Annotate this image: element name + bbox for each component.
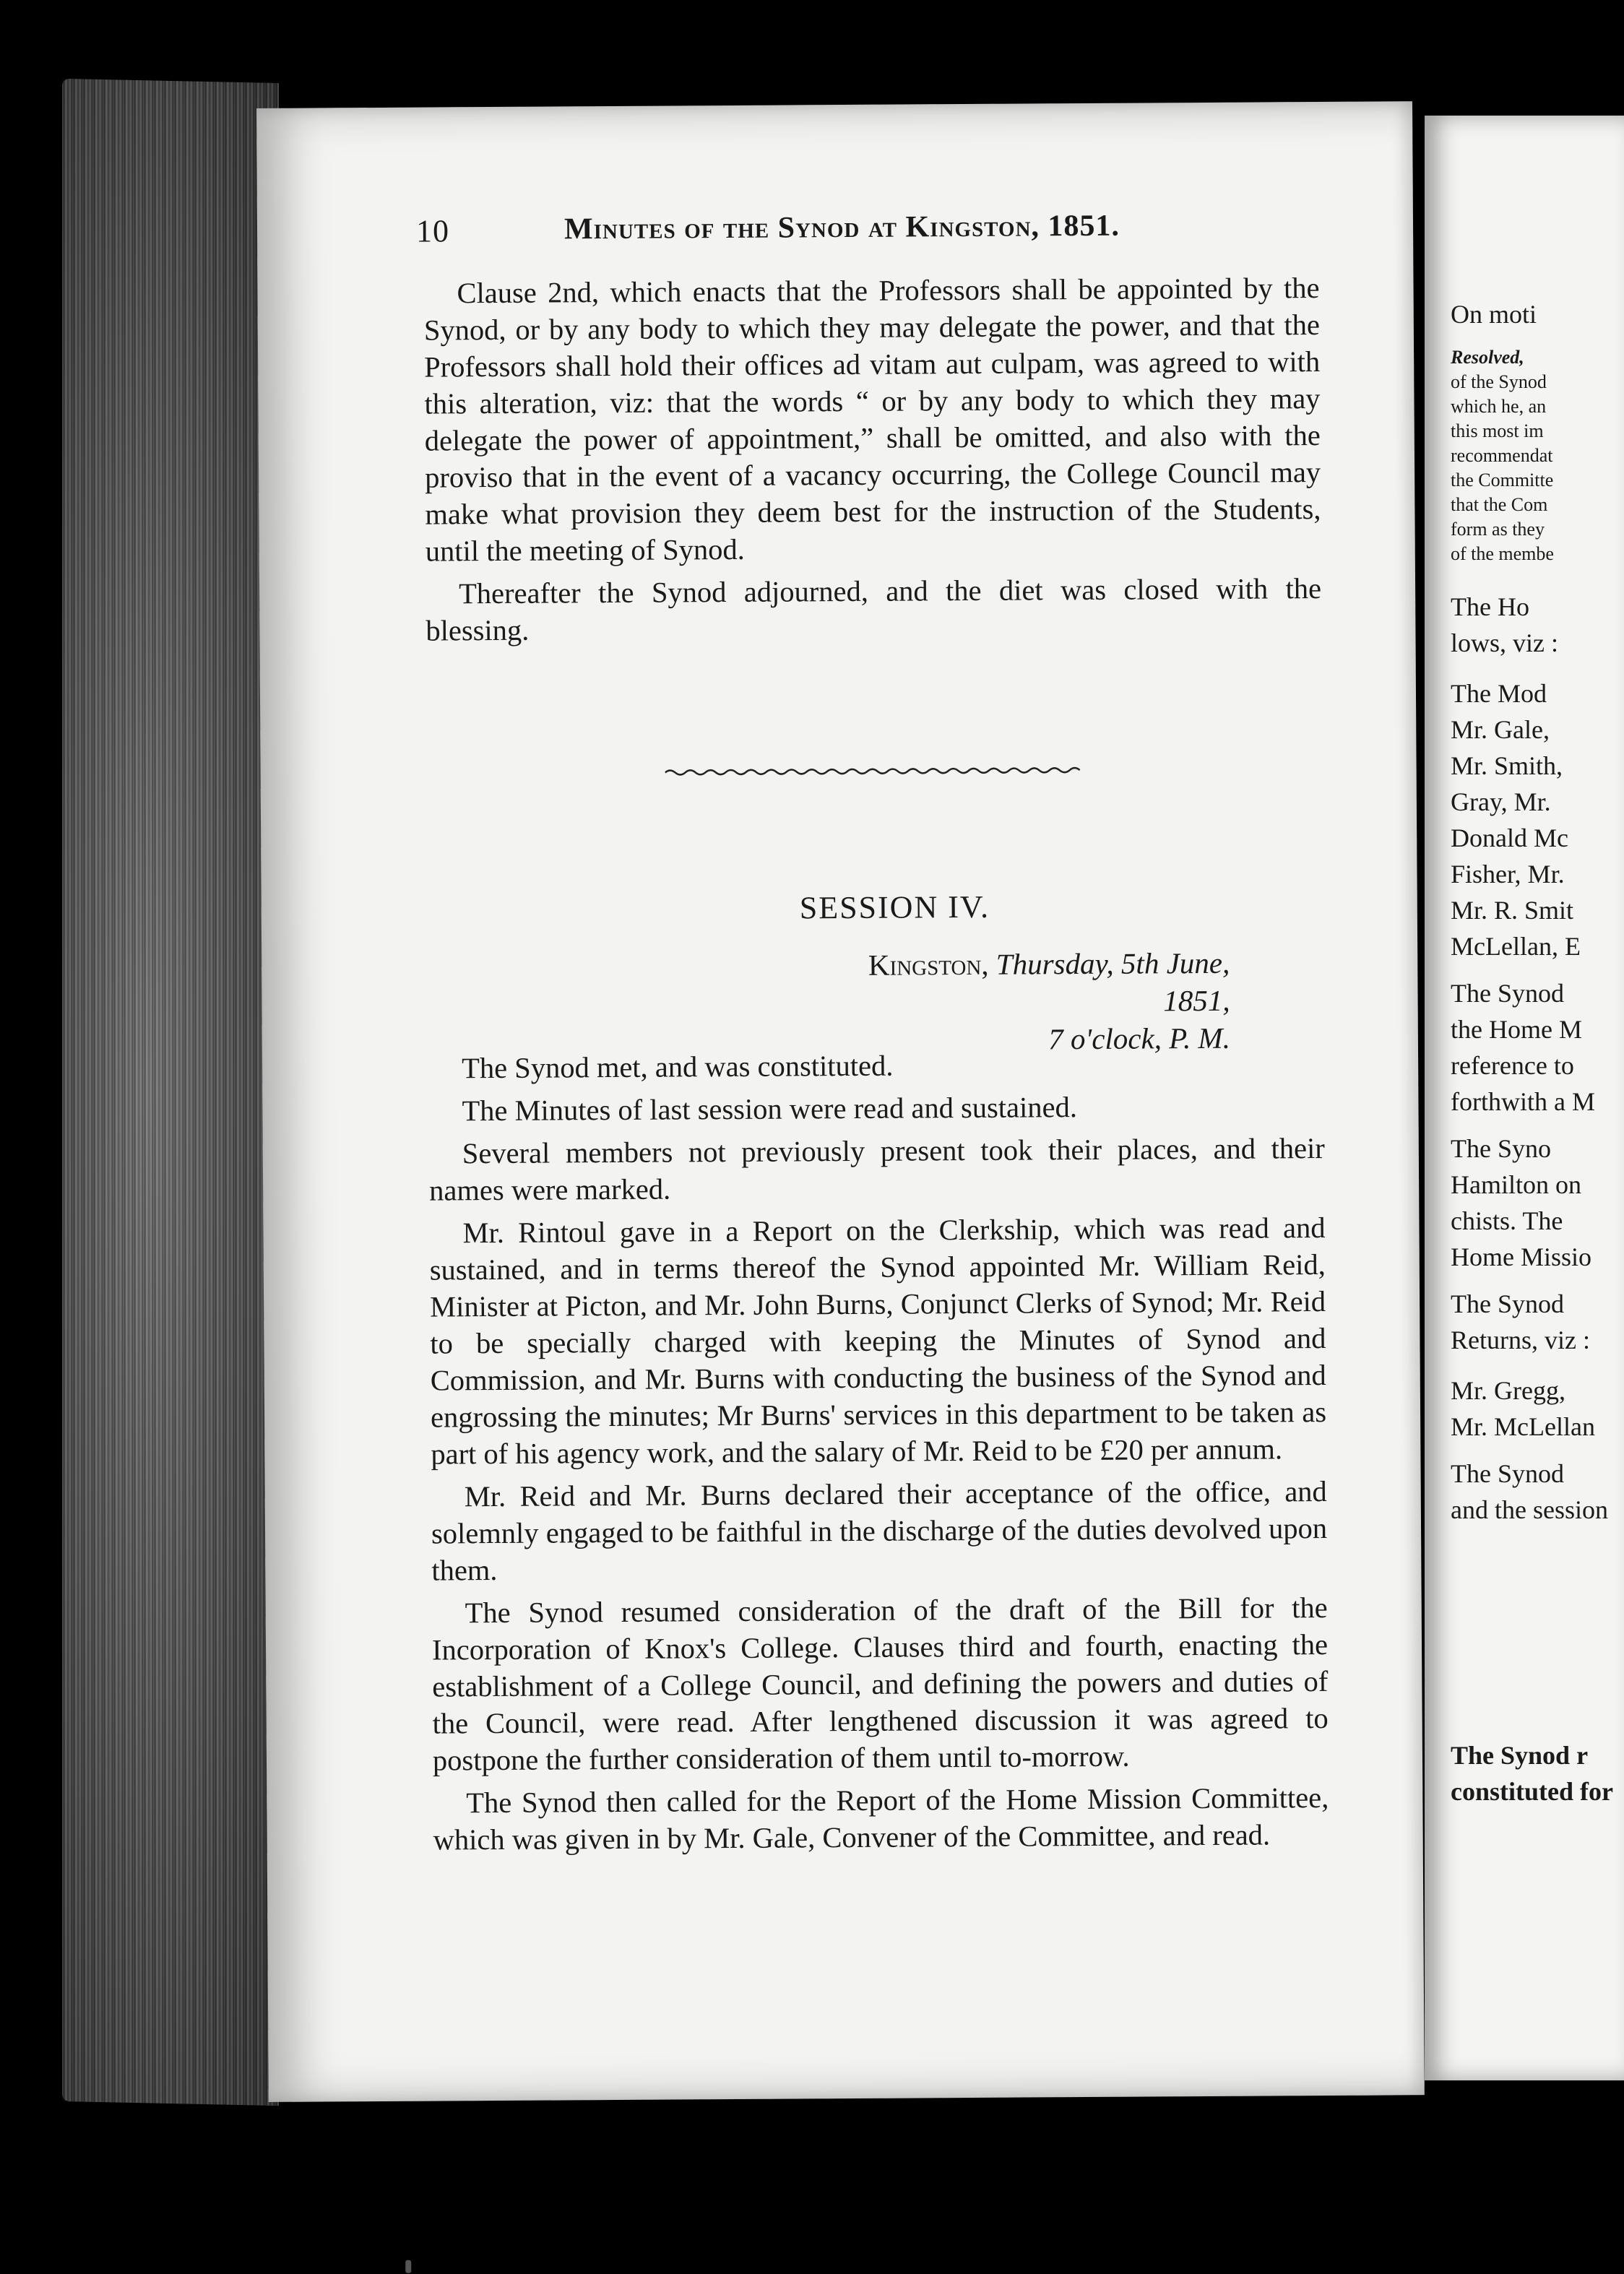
session-text-block — [428, 1045, 1329, 1864]
right-line: The Syno — [1451, 1134, 1551, 1163]
ink-speck — [405, 2260, 411, 2273]
page-number: 10 — [415, 213, 450, 249]
right-line: reference to — [1451, 1051, 1574, 1080]
right-line: and the session — [1451, 1495, 1608, 1524]
right-line: form as they — [1451, 519, 1545, 540]
running-head — [415, 207, 1428, 249]
right-line: The Synod — [1451, 1459, 1564, 1488]
right-line: Fisher, Mr. — [1451, 860, 1565, 889]
right-line: McLellan, E — [1451, 932, 1581, 961]
right-line: Returns, viz : — [1451, 1326, 1590, 1354]
right-line: which he, an — [1451, 396, 1547, 417]
paragraph-minutes-read: The Minutes of last session were read and sustained. — [462, 1091, 1078, 1128]
paragraph-home-mission-report: The Synod then called for the Report of the Home Mission Committee, which was given in by Mr. Gale, Convener of the Committee, and read. — [433, 1781, 1329, 1856]
paragraph-adjourned: Thereafter the Synod adjourned, and the diet was closed with the blessing. — [426, 572, 1322, 647]
right-line: lows, viz : — [1451, 628, 1558, 657]
book-page-edges — [62, 79, 279, 2106]
paragraph-members-present: Several members not previously present took their places, and their names were marked. — [429, 1131, 1325, 1207]
right-line: constituted for — [1451, 1777, 1613, 1806]
session-place-date — [796, 944, 1230, 1060]
right-line: Gray, Mr. — [1451, 787, 1551, 816]
paragraph-clause-2nd: Clause 2nd, which enacts that the Professors shall be appointed by the Synod, or by any body to which they may delegate the power, and that the Professors shall hold their offices ad vitam aut culpam, was agreed to with this alteration, viz: that the words “ or by any body to which they may delegate the power of appointment,” shall be omitted, and also with the proviso that in the event of a vacancy occurring, the College Council may make what provision they deem best for the instruction of the Students, until the meeting of Synod. — [423, 272, 1321, 568]
right-line: Mr. Gregg, — [1451, 1376, 1565, 1405]
session-time: 7 o'clock, P. M. — [1048, 1021, 1231, 1056]
session-date: Thursday, 5th June, 1851, — [995, 946, 1230, 1018]
running-head-title: Minutes of the Synod at Kingston, 1851. — [563, 209, 1120, 246]
right-line: Mr. R. Smit — [1451, 896, 1574, 925]
right-line: Resolved, — [1451, 347, 1524, 368]
right-line: Mr. Smith, — [1451, 751, 1563, 780]
right-line: of the Synod — [1451, 371, 1547, 392]
right-line: the Home M — [1451, 1015, 1582, 1044]
right-line: Mr. Gale, — [1451, 715, 1550, 744]
right-line: The Ho — [1451, 592, 1529, 621]
right-line: The Synod — [1451, 979, 1564, 1008]
right-line: recommendat — [1451, 445, 1553, 466]
right-line: that the Com — [1451, 494, 1548, 515]
right-line: Hamilton on — [1451, 1170, 1581, 1199]
right-line: this most im — [1451, 420, 1544, 441]
right-line: The Synod r — [1451, 1741, 1589, 1770]
top-text-block — [423, 269, 1321, 655]
right-line: chists. The — [1451, 1206, 1563, 1235]
paragraph-knox-college-bill: The Synod resumed consideration of the draft of the Bill for the Incorporation of Knox's College. Clauses third and fourth, enacting the establishment of a College Council, and defining the powers and duties of the Council, were read. After lengthened discussion it was agreed to postpone the further consideration of them until to-morrow. — [431, 1591, 1329, 1777]
right-line: the Committe — [1451, 470, 1554, 490]
right-line: Mr. McLellan — [1451, 1412, 1595, 1441]
right-line: of the membe — [1451, 543, 1554, 564]
right-line: The Mod — [1451, 679, 1547, 708]
right-line: On moti — [1451, 300, 1537, 329]
right-line: The Synod — [1451, 1289, 1564, 1318]
paragraph-acceptance: Mr. Reid and Mr. Burns declared their acceptance of the office, and solemnly engaged to be faithful in the discharge of the duties devolved upon them. — [431, 1474, 1328, 1587]
right-line: forthwith a M — [1451, 1087, 1595, 1116]
right-line: Home Missio — [1451, 1242, 1592, 1271]
paragraph-synod-met: The Synod met, and was constituted. — [461, 1049, 894, 1085]
section-divider-rule — [665, 764, 1084, 777]
session-title: SESSION IV. — [799, 889, 990, 926]
session-place: Kingston, — [868, 947, 989, 982]
right-page — [1425, 116, 1624, 2080]
right-line: Donald Mc — [1451, 823, 1568, 852]
paragraph-clerkship-report: Mr. Rintoul gave in a Report on the Clerkship, which was read and sustained, and in terms thereof the Synod appointed Mr. William Reid, Minister at Picton, and Mr. John Burns, Conjunct Clerks of Synod; Mr. Reid to be specially charged with keeping the Minutes of Synod and Commission, and Mr. Burns with conducting the business of the Synod and engrossing the minutes; Mr Burns' services in this department to be taken as part of his agency work, and the salary of Mr. Reid to be £20 per annum. — [429, 1211, 1327, 1471]
left-page — [256, 101, 1425, 2102]
